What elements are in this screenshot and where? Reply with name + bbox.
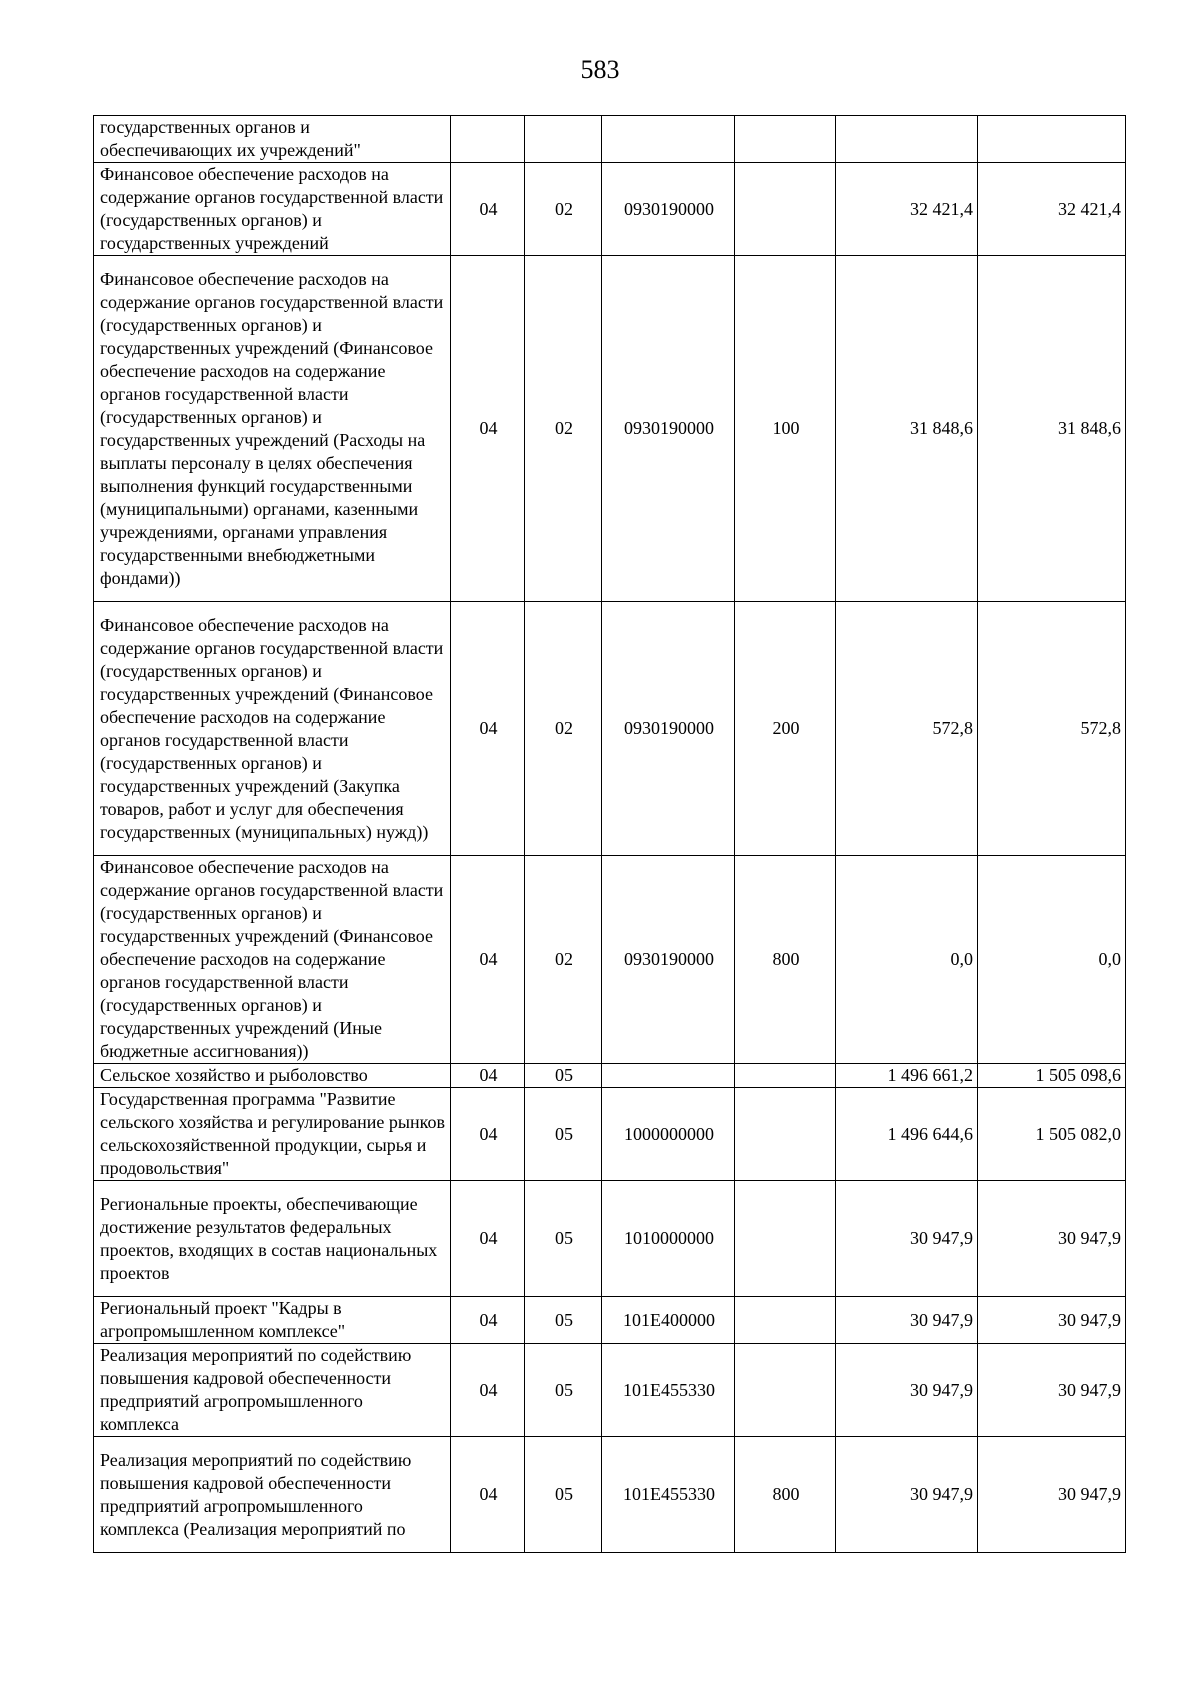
table-row <box>94 602 1126 856</box>
row-amount-year-2: 30 947,9 <box>978 1297 1126 1344</box>
row-amount-year-1: 1 496 661,2 <box>836 1064 978 1088</box>
row-target-item-code <box>602 1064 735 1088</box>
row-amount-year-2: 30 947,9 <box>978 1181 1126 1297</box>
row-section-code: 04 <box>451 1344 525 1437</box>
row-target-item-code: 1010000000 <box>602 1181 735 1297</box>
row-amount-year-2: 572,8 <box>978 602 1126 856</box>
row-amount-year-2: 1 505 082,0 <box>978 1088 1126 1181</box>
row-expense-type-code <box>735 1344 836 1437</box>
row-subsection-code: 02 <box>525 256 602 602</box>
row-target-item-code: 101Е400000 <box>602 1297 735 1344</box>
row-amount-year-1: 30 947,9 <box>836 1181 978 1297</box>
row-subsection-code: 05 <box>525 1181 602 1297</box>
table-row <box>94 256 1126 602</box>
row-section-code: 04 <box>451 602 525 856</box>
row-name: Региональные проекты, обеспечивающие достижение результатов федеральных проектов, входящих в состав национальных проектов <box>94 1181 451 1297</box>
table-row <box>94 1297 1126 1344</box>
row-name: Реализация мероприятий по содействию повышения кадровой обеспеченности предприятий агропромышленного комплекса (Реализация мероприятий по <box>94 1437 451 1553</box>
row-subsection-code: 05 <box>525 1297 602 1344</box>
row-amount-year-2: 30 947,9 <box>978 1437 1126 1553</box>
row-expense-type-code: 200 <box>735 602 836 856</box>
row-section-code: 04 <box>451 1437 525 1553</box>
row-section-code <box>451 116 525 163</box>
row-subsection-code: 02 <box>525 163 602 256</box>
row-subsection-code: 05 <box>525 1064 602 1088</box>
table-row <box>94 856 1126 1064</box>
row-name: Реализация мероприятий по содействию повышения кадровой обеспеченности предприятий агропромышленного комплекса <box>94 1344 451 1437</box>
row-subsection-code: 05 <box>525 1437 602 1553</box>
row-name: Региональный проект "Кадры в агропромышленном комплексе" <box>94 1297 451 1344</box>
row-name: Государственная программа "Развитие сельского хозяйства и регулирование рынков сельскохозяйственной продукции, сырья и продовольствия" <box>94 1088 451 1181</box>
row-target-item-code: 0930190000 <box>602 602 735 856</box>
row-name: Финансовое обеспечение расходов на содержание органов государственной власти (государственных органов) и государственных учреждений (Финансовое обеспечение расходов на содержание органов государственной власти (государственных органов) и государственных учреждений (Закупка товаров, работ и услуг для обеспечения государственных (муниципальных) нужд)) <box>94 602 451 856</box>
row-amount-year-2: 32 421,4 <box>978 163 1126 256</box>
row-amount-year-2 <box>978 116 1126 163</box>
table-row <box>94 1344 1126 1437</box>
row-target-item-code: 1000000000 <box>602 1088 735 1181</box>
row-amount-year-1: 572,8 <box>836 602 978 856</box>
row-expense-type-code <box>735 1064 836 1088</box>
row-subsection-code: 05 <box>525 1344 602 1437</box>
page-number: 583 <box>580 55 620 84</box>
table-row <box>94 1181 1126 1297</box>
row-section-code: 04 <box>451 856 525 1064</box>
row-section-code: 04 <box>451 1088 525 1181</box>
row-target-item-code: 0930190000 <box>602 856 735 1064</box>
row-section-code: 04 <box>451 1181 525 1297</box>
row-target-item-code: 101Е455330 <box>602 1344 735 1437</box>
row-amount-year-1: 30 947,9 <box>836 1344 978 1437</box>
row-amount-year-1: 30 947,9 <box>836 1437 978 1553</box>
row-name: Сельское хозяйство и рыболовство <box>94 1064 451 1088</box>
row-section-code: 04 <box>451 163 525 256</box>
row-name: Финансовое обеспечение расходов на содержание органов государственной власти (государственных органов) и государственных учреждений (Финансовое обеспечение расходов на содержание органов государственной власти (государственных органов) и государственных учреждений (Иные бюджетные ассигнования)) <box>94 856 451 1064</box>
budget-table-body <box>94 116 1126 1553</box>
row-amount-year-1: 0,0 <box>836 856 978 1064</box>
row-target-item-code: 0930190000 <box>602 256 735 602</box>
row-expense-type-code: 800 <box>735 1437 836 1553</box>
row-name: Финансовое обеспечение расходов на содержание органов государственной власти (государственных органов) и государственных учреждений (Финансовое обеспечение расходов на содержание органов государственной власти (государственных органов) и государственных учреждений (Расходы на выплаты персоналу в целях обеспечения выполнения функций государственными (муниципальными) органами, казенными учреждениями, органами управления государственными внебюджетными фондами)) <box>94 256 451 602</box>
row-amount-year-2: 30 947,9 <box>978 1344 1126 1437</box>
row-amount-year-2: 31 848,6 <box>978 256 1126 602</box>
row-subsection-code: 02 <box>525 602 602 856</box>
row-amount-year-1: 30 947,9 <box>836 1297 978 1344</box>
row-expense-type-code <box>735 163 836 256</box>
row-expense-type-code <box>735 1297 836 1344</box>
table-row <box>94 116 1126 163</box>
row-subsection-code: 02 <box>525 856 602 1064</box>
row-subsection-code: 05 <box>525 1088 602 1181</box>
row-name: Финансовое обеспечение расходов на содержание органов государственной власти (государственных органов) и государственных учреждений <box>94 163 451 256</box>
table-row <box>94 1088 1126 1181</box>
budget-table <box>93 115 1126 1553</box>
row-amount-year-1: 31 848,6 <box>836 256 978 602</box>
row-expense-type-code <box>735 116 836 163</box>
row-section-code: 04 <box>451 1297 525 1344</box>
table-row <box>94 1437 1126 1553</box>
row-subsection-code <box>525 116 602 163</box>
table-row <box>94 1064 1126 1088</box>
row-amount-year-2: 1 505 098,6 <box>978 1064 1126 1088</box>
row-expense-type-code <box>735 1181 836 1297</box>
row-expense-type-code <box>735 1088 836 1181</box>
row-expense-type-code: 100 <box>735 256 836 602</box>
row-amount-year-1 <box>836 116 978 163</box>
row-target-item-code <box>602 116 735 163</box>
row-name: государственных органов и обеспечивающих их учреждений" <box>94 116 451 163</box>
row-target-item-code: 101Е455330 <box>602 1437 735 1553</box>
row-amount-year-1: 1 496 644,6 <box>836 1088 978 1181</box>
row-amount-year-1: 32 421,4 <box>836 163 978 256</box>
table-row <box>94 163 1126 256</box>
row-expense-type-code: 800 <box>735 856 836 1064</box>
row-section-code: 04 <box>451 256 525 602</box>
row-amount-year-2: 0,0 <box>978 856 1126 1064</box>
row-target-item-code: 0930190000 <box>602 163 735 256</box>
row-section-code: 04 <box>451 1064 525 1088</box>
